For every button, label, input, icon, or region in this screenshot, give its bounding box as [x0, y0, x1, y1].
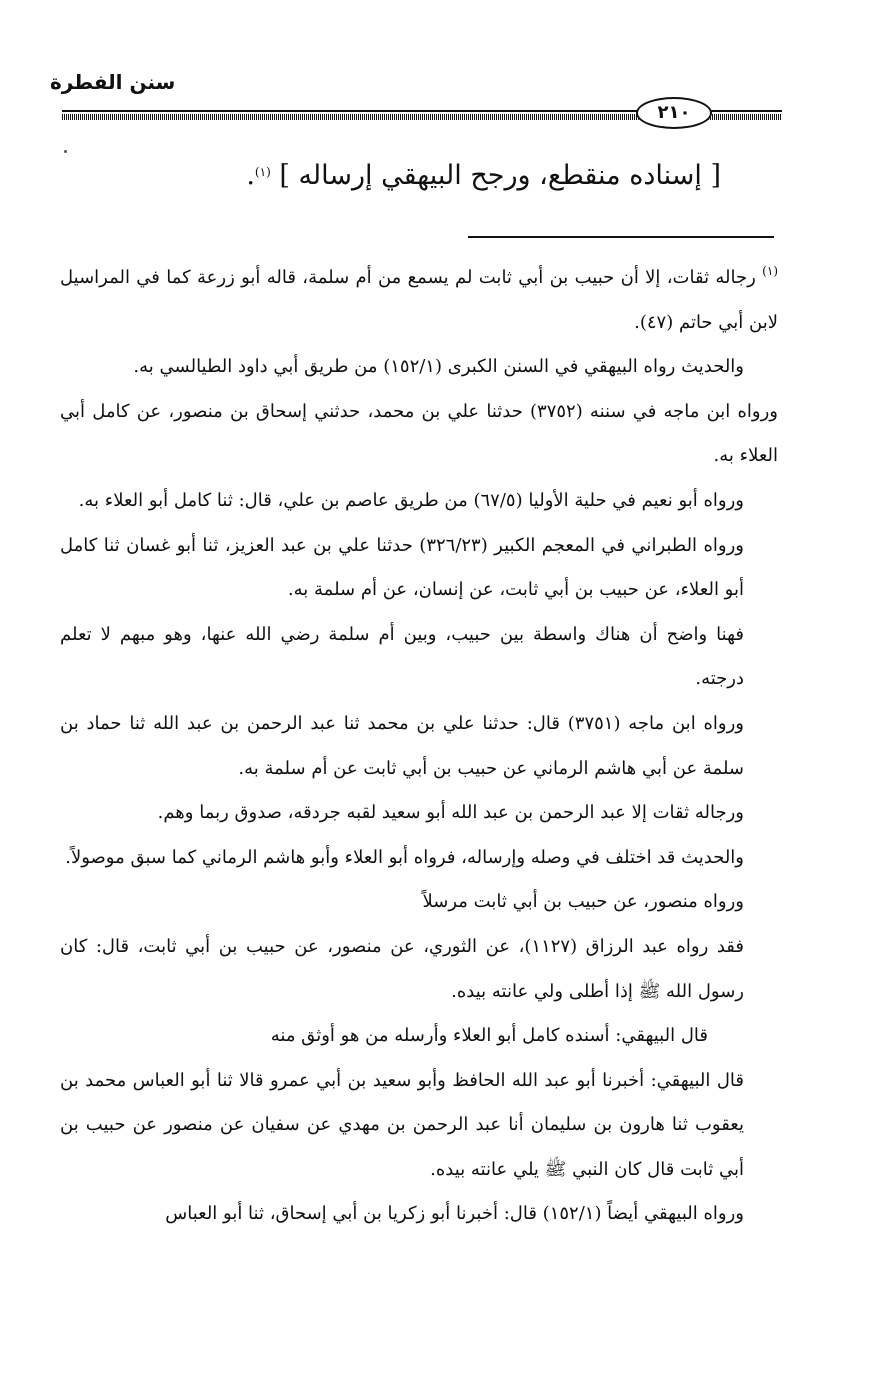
footnote-reference: (١)	[254, 165, 271, 179]
main-statement: [ إسناده منقطع، ورجح البيهقي إرساله ]	[279, 160, 721, 191]
footnote-paragraph: $^{(١)}$ رجاله ثقات، إلا أن حبيب بن أبي ثابت لم يسمع من أم سلمة، قاله أبو زرعة كما في المراسيل لابن أبي حاتم (٤٧).	[60, 264, 778, 333]
footnote-paragraph: والحديث قد اختلف في وصله وإرساله، فرواه أبو العلاء وأبو هاشم الرماني كما سبق موصولاً.	[65, 846, 744, 868]
footnote-paragraph: قال البيهقي: أخبرنا أبو عبد الله الحافظ وأبو سعيد بن أبي عمرو قالا ثنا أبو العباس محمد بن يعقوب ثنا هارون بن سليمان أنا عبد الرحمن بن مهدي عن سفيان عن منصور عن حبيب بن أبي ثابت قال كان النبي ﷺ يلي عانته بيده.	[60, 1069, 744, 1180]
footnote-paragraph: ورواه ابن ماجه (٣٧٥١) قال: حدثنا علي بن محمد ثنا عبد الرحمن بن عبد الله ثنا حماد بن سلمة عن أبي هاشم الرماني عن حبيب بن أبي ثابت عن أم سلمة به.	[60, 712, 744, 779]
main-text	[81, 152, 721, 200]
footnote-paragraph: ورواه أبو نعيم في حلية الأوليا (٦٧/٥) من طريق عاصم بن علي، قال: ثنا كامل أبو العلاء به.	[78, 489, 744, 511]
footnote-paragraph: ورواه ابن ماجه في سننه (٣٧٥٢) حدثنا علي بن محمد، حدثني إسحاق بن منصور، عن كامل أبي العلاء به.	[60, 400, 778, 467]
footnote-paragraph: ورجاله ثقات إلا عبد الرحمن بن عبد الله أبو سعيد لقبه جردقه، صدوق ربما وهم.	[157, 802, 744, 824]
footnote-paragraph: ورواه الطبراني في المعجم الكبير (٣٢٦/٢٣) حدثنا علي بن عبد العزيز، ثنا أبو غسان ثنا كامل أبو العلاء، عن حبيب بن أبي ثابت، عن إنسان، عن أم سلمة به.	[60, 534, 744, 601]
footnote-paragraph: ورواه منصور، عن حبيب بن أبي ثابت مرسلاً	[422, 891, 744, 913]
margin-dot	[64, 150, 67, 153]
footnote-marker: (١)	[762, 264, 778, 278]
footnote-separator	[468, 236, 774, 238]
footnote-block	[60, 256, 778, 1237]
page-number: ٢١٠	[636, 97, 712, 129]
running-head-title: سنن الفطرة	[50, 70, 176, 94]
footnote-paragraph: فقد رواه عبد الرزاق (١١٢٧)، عن الثوري، عن منصور، عن حبيب بن أبي ثابت، قال: كان رسول الله ﷺ إذا أطلى ولي عانته بيده.	[60, 935, 744, 1002]
footnote-paragraph: فهنا واضح أن هناك واسطة بين حبيب، وبين أم سلمة رضي الله عنها، وهو مبهم لا تعلم درجته.	[60, 623, 744, 690]
footnote-paragraph: ورواه البيهقي أيضاً (١٥٢/١) قال: أخبرنا أبو زكريا بن أبي إسحاق، ثنا أبو العباس	[165, 1203, 744, 1225]
main-period: .	[246, 160, 255, 191]
footnote-paragraph: والحديث رواه البيهقي في السنن الكبرى (١٥٢/١) من طريق أبي داود الطيالسي به.	[133, 356, 744, 378]
footnote-paragraph: قال البيهقي: أسنده كامل أبو العلاء وأرسله من هو أوثق منه	[270, 1025, 708, 1047]
